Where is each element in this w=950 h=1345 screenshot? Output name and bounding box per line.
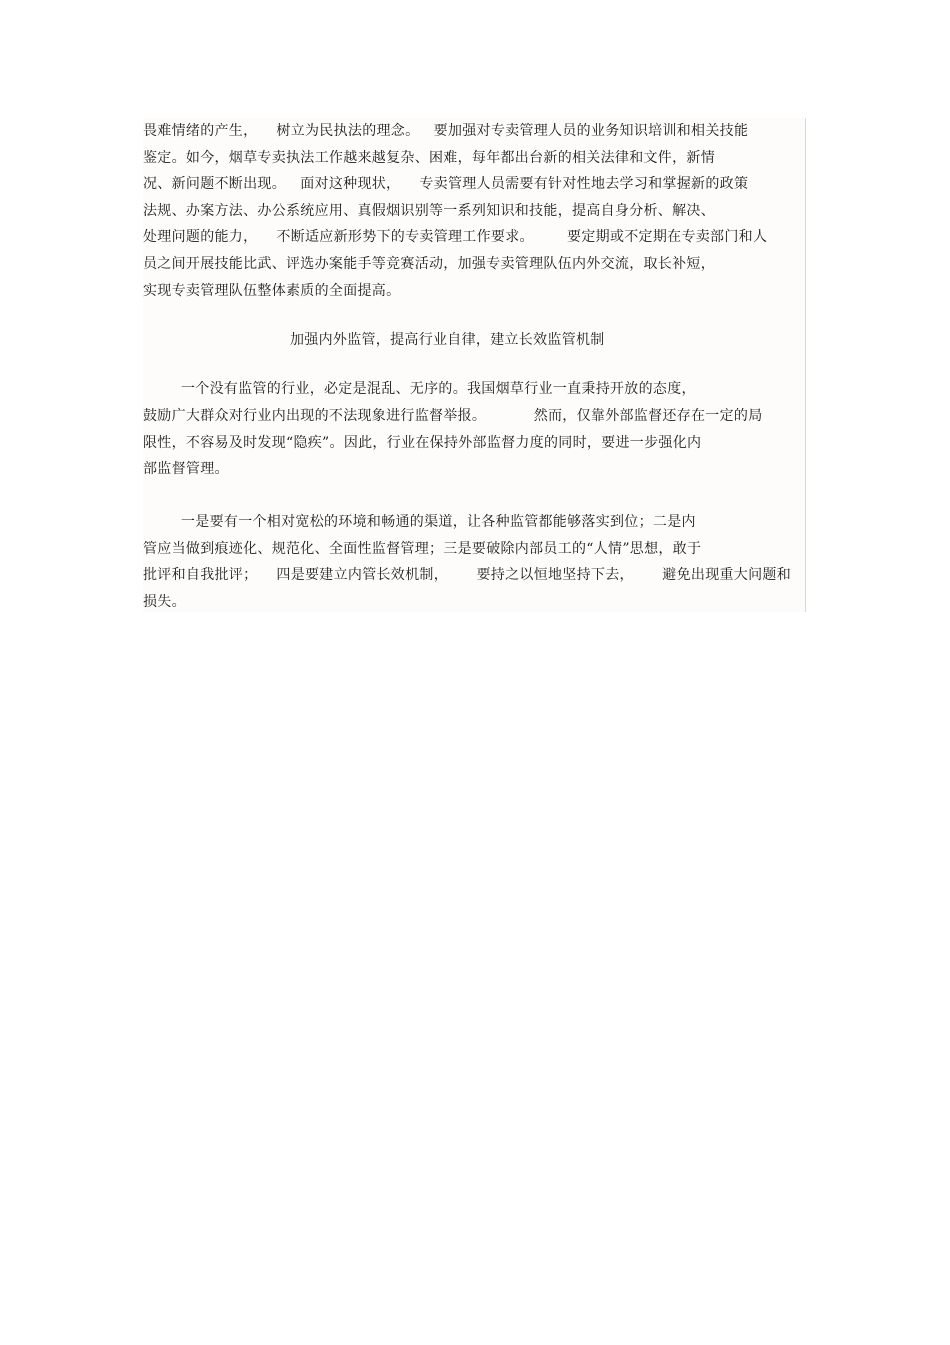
paragraph-2-line-3: 限性，不容易及时发现“隐疾”。因此，行业在保持外部监督力度的同时，要进一步强化内	[143, 435, 702, 451]
section-heading: 加强内外监管，提高行业自律，建立长效监管机制	[290, 332, 605, 348]
paragraph-1-line-2: 鉴定。如今，烟草专卖执法工作越来越复杂、困难，每年都出台新的相关法律和文件，新情	[143, 150, 715, 166]
paragraph-2-line-1: 一个没有监管的行业，必定是混乱、无序的。我国烟草行业一直秉持开放的态度，	[143, 381, 696, 397]
paragraph-1-line-4: 法规、办案方法、办公系统应用、真假烟识别等一系列知识和技能，提高自身分析、解决、	[143, 203, 715, 219]
paragraph-1-line-6: 员之间开展技能比武、评选办案能手等竞赛活动，加强专卖管理队伍内外交流，取长补短，	[143, 256, 715, 272]
paragraph-1-line-7: 实现专卖管理队伍整体素质的全面提高。	[143, 283, 401, 299]
paragraph-2-line-2: 鼓励广大群众对行业内出现的不法现象进行监督举报。 然而，仅靠外部监督还存在一定的局	[143, 408, 763, 424]
paragraph-1-line-3: 况、新问题不断出现。 面对这种现状， 专卖管理人员需要有针对性地去学习和掌握新的政策	[143, 176, 749, 192]
paragraph-1-line-1: 畏难情绪的产生， 树立为民执法的理念。 要加强对专卖管理人员的业务知识培训和相关技能	[143, 123, 749, 139]
paragraph-3-line-3: 批评和自我批评； 四是要建立内管长效机制， 要持之以恒地坚持下去， 避免出现重大问题和	[143, 567, 791, 583]
document-page	[143, 118, 806, 612]
paragraph-3-line-2: 管应当做到痕迹化、规范化、全面性监督管理；三是要破除内部员工的“人情”思想，敢于	[143, 541, 702, 557]
paragraph-2-line-4: 部监督管理。	[143, 461, 229, 477]
paragraph-3-line-4: 损失。	[143, 594, 186, 610]
paragraph-3-line-1: 一是要有一个相对宽松的环境和畅通的渠道，让各种监管都能够落实到位；二是内	[143, 514, 696, 530]
paragraph-1-line-5: 处理问题的能力， 不断适应新形势下的专卖管理工作要求。 要定期或不定期在专卖部门和人	[143, 229, 768, 245]
